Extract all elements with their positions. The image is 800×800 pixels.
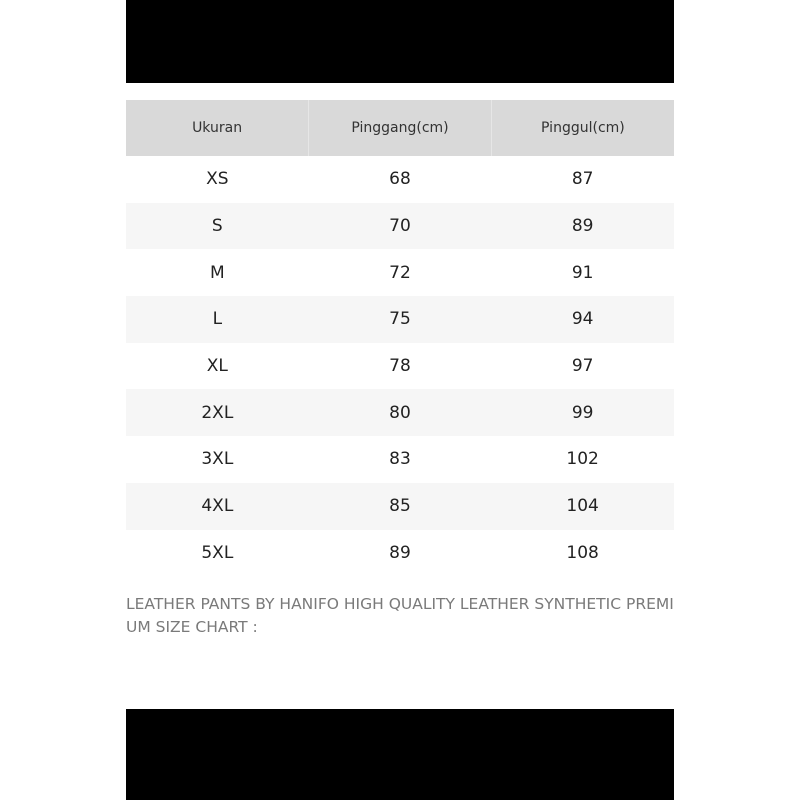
cell-size: S <box>126 203 309 250</box>
cell-size: XS <box>126 156 309 203</box>
cell-waist: 89 <box>309 530 492 577</box>
table-row <box>126 530 674 577</box>
header-size: Ukuran <box>126 100 309 156</box>
table-row <box>126 156 674 203</box>
cell-size: 2XL <box>126 389 309 436</box>
table-row <box>126 483 674 530</box>
cell-size: L <box>126 296 309 343</box>
table-row <box>126 436 674 483</box>
table-header-row <box>126 100 674 156</box>
cell-waist: 85 <box>309 483 492 530</box>
cell-size: 5XL <box>126 530 309 577</box>
cell-hip: 99 <box>491 389 674 436</box>
table-row <box>126 389 674 436</box>
cell-size: M <box>126 249 309 296</box>
cell-waist: 78 <box>309 343 492 390</box>
header-waist: Pinggang(cm) <box>309 100 492 156</box>
cell-hip: 102 <box>491 436 674 483</box>
cell-size: 4XL <box>126 483 309 530</box>
cell-hip: 94 <box>491 296 674 343</box>
cell-hip: 91 <box>491 249 674 296</box>
size-chart-table <box>126 100 674 576</box>
cell-size: XL <box>126 343 309 390</box>
table-row <box>126 296 674 343</box>
table-row <box>126 249 674 296</box>
cell-waist: 80 <box>309 389 492 436</box>
top-black-bar <box>126 0 674 83</box>
table-row <box>126 203 674 250</box>
cell-hip: 89 <box>491 203 674 250</box>
cell-size: 3XL <box>126 436 309 483</box>
cell-hip: 87 <box>491 156 674 203</box>
cell-waist: 70 <box>309 203 492 250</box>
cell-waist: 72 <box>309 249 492 296</box>
header-hip: Pinggul(cm) <box>491 100 674 156</box>
cell-waist: 68 <box>309 156 492 203</box>
size-chart-caption: LEATHER PANTS BY HANIFO HIGH QUALITY LEATHER SYNTHETIC PREMIUM SIZE CHART : <box>126 595 674 636</box>
cell-hip: 108 <box>491 530 674 577</box>
bottom-black-bar <box>126 709 674 800</box>
cell-hip: 104 <box>491 483 674 530</box>
cell-waist: 83 <box>309 436 492 483</box>
cell-waist: 75 <box>309 296 492 343</box>
cell-hip: 97 <box>491 343 674 390</box>
table-row <box>126 343 674 390</box>
